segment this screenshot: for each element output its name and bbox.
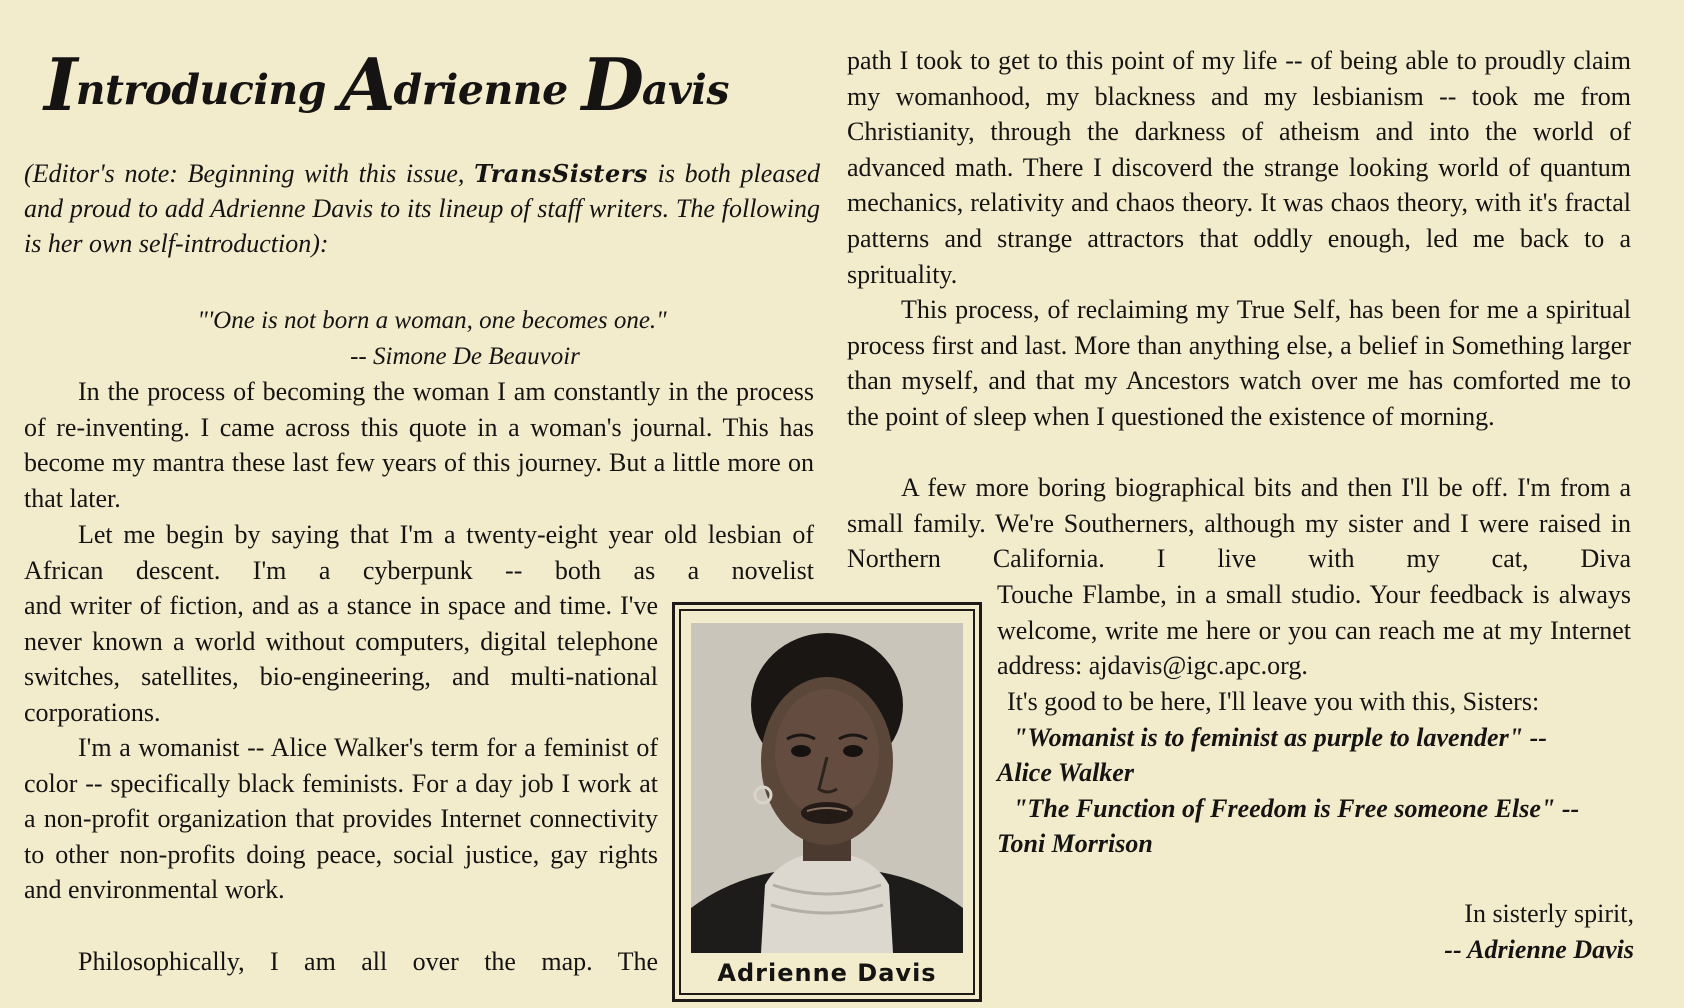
title-word-davis: avis [641,66,729,114]
photo-caption: Adrienne Davis [717,959,937,987]
paragraph-intro: Let me begin by saying that I'm a twenty-eight year old lesbian of African descent. I'm a cyberpunk -- both as a novelist [24,520,814,585]
publication-name: TransSisters [474,159,648,188]
author-photo-frame [672,602,982,1002]
title-initial-i: I [44,42,76,127]
quote-walker: "Womanist is to feminist as purple to lavender" -- [1013,722,1547,752]
epigraph [24,303,820,375]
signoff-greeting: In sisterly spirit, [1464,899,1634,928]
signoff [1444,896,1634,968]
quote-walker-author: Alice Walker [997,758,1134,788]
paragraph-cyberpunk: and writer of fiction, and as a stance in space and time. I've never known a world without computers, digital telephone switches, satellites, bio-engineering, and multi-national corporations. [24,591,658,727]
title-initial-d: D [581,42,642,127]
closing-quotes [997,684,1631,862]
editors-note-end: is both pleased and proud to add Adrienne Davis to its lineup of staff writers. The following is her own self-introduction): [24,159,820,258]
article-title [44,40,844,130]
quote-morrison-author: Toni Morrison [997,829,1153,859]
paragraph-philosophy-start: Philosophically, I am all over the map. The [78,947,658,976]
quote-morrison: "The Function of Freedom is Free someone Else" -- [1013,793,1580,823]
paragraph-process: In the process of becoming the woman I am constantly in the process of re-inventing. I came across this quote in a woman's journal. This has become my mantra these last few years of this journey. But a little more on that later. [24,377,814,513]
paragraph-spirituality: This process, of reclaiming my True Self, has been for me a spiritual process first and last. More than anything else, a belief in Something larger than myself, and that my Ancestors watch over me has comforted me to the point of sleep when I questioned the existence of morning. [847,295,1631,431]
paragraph-philosophy-cont: path I took to get to this point of my life -- of being able to proudly claim my womanhood, my blackness and my lesbianism -- took me from Christianity, through the darkness of atheism and into the world of advanced math. There I discoverd the strange looking world of quantum mechanics, relativity and chaos theory. It was chaos theory, with it's fractal patterns and strange attractors that oddly enough, led me back to a sprituality. [847,46,1631,289]
author-photo [691,623,963,953]
title-word-adrienne: drienne [393,66,582,114]
signoff-signature: -- Adrienne Davis [1444,935,1634,964]
editors-note-start: (Editor's note: Beginning with this issue, [24,159,475,188]
paragraph-biography: A few more boring biographical bits and then I'll be off. I'm from a small family. We're Southerners, although my sister and I were raised in Northern California. I live with my cat, Diva [847,473,1631,574]
portrait-illustration [691,623,963,953]
closing-lead: It's good to be here, I'll leave you with this, Sisters: [1007,687,1540,716]
epigraph-quote: "'One is not born a woman, one becomes one." [197,307,667,334]
title-word-introducing: ntroducing [75,66,340,114]
title-initial-a: A [339,42,394,127]
editors-note [24,156,820,261]
paragraph-womanist: I'm a womanist -- Alice Walker's term for a feminist of color -- specifically black feminists. For a day job I work at a non-profit organization that provides Internet connectivity to other non-profits doing peace, social justice, gay rights and environmental work. [24,733,658,905]
paragraph-contact: Touche Flambe, in a small studio. Your feedback is always welcome, write me here or you can reach me at my Internet address: ajdavis@igc.apc.org. [997,580,1631,681]
epigraph-attribution: -- Simone De Beauvoir [350,343,580,370]
